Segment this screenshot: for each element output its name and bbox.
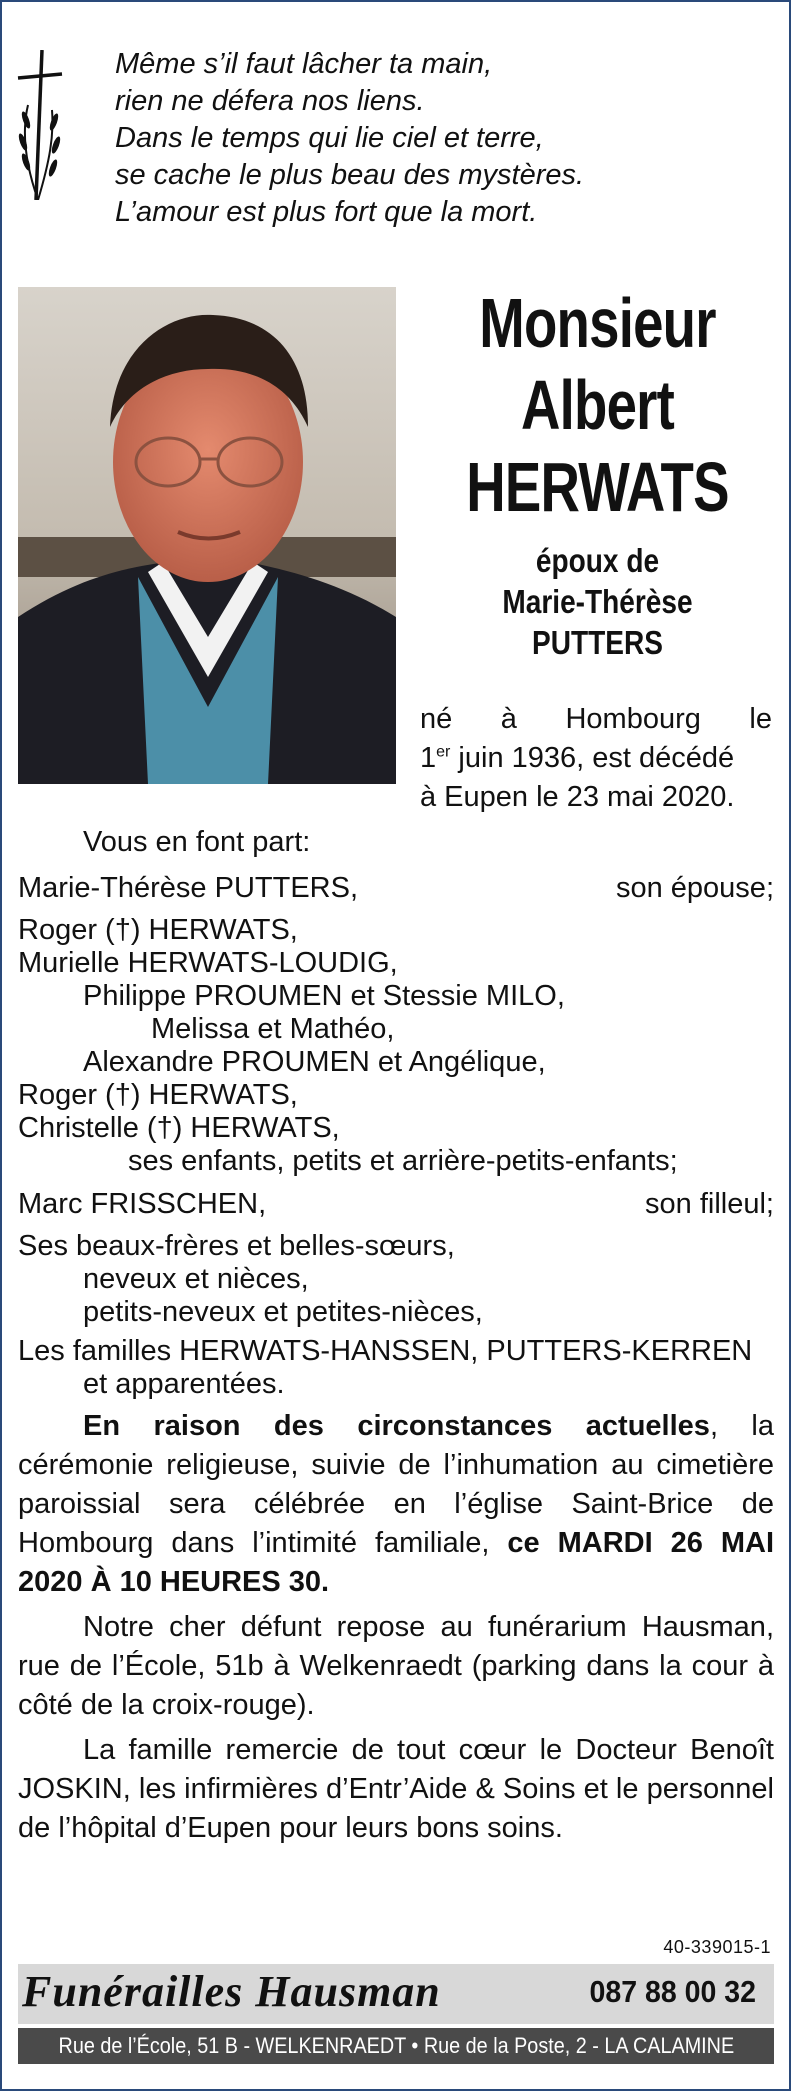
birth-day-suffix: er bbox=[436, 743, 451, 761]
godson-role: son filleul; bbox=[645, 1188, 774, 1220]
spouse-block bbox=[434, 540, 761, 663]
spouse-line: époux de bbox=[535, 542, 660, 579]
siblings-line: neveux et nièces, bbox=[83, 1263, 309, 1295]
poem-line: Même s’il faut lâcher ta main, bbox=[115, 48, 493, 80]
ceremony-text: , la cérémonie religieuse, suivie de l’inhumation au cimetière paroissial sera célébrée en l’église Saint-Brice de Hombourg dans l’intimité familiale, bbox=[18, 1410, 774, 1559]
child-line: Alexandre PROUMEN et Angélique, bbox=[83, 1046, 546, 1078]
birth-line-3: à Eupen le 23 mai 2020. bbox=[420, 781, 735, 813]
reference-number: 40-339015-1 bbox=[663, 1937, 771, 1957]
families-line: et apparentées. bbox=[83, 1368, 285, 1400]
rest-text: Notre cher défunt repose au funérarium Hausman, rue de l’École, 51b à Welkenraedt (parking dans la cour à côté de la croix-rouge). bbox=[18, 1611, 774, 1721]
deceased-name bbox=[447, 282, 747, 528]
birth-death-info bbox=[420, 700, 772, 817]
spouse-line: Marie-Thérèse bbox=[502, 583, 693, 620]
funeral-home-name: Funérailles Hausman bbox=[22, 1967, 441, 2016]
family-intro: Vous en font part: bbox=[83, 826, 311, 858]
ceremony-paragraph bbox=[18, 1407, 774, 1602]
footer-address: Rue de l’École, 51 B - WELKENRAEDT • Rue de la Poste, 2 - LA CALAMINE bbox=[58, 2033, 734, 2058]
godson-name: Marc FRISSCHEN, bbox=[18, 1188, 267, 1220]
child-line: Christelle (†) HERWATS, bbox=[18, 1112, 340, 1144]
poem-line: rien ne défera nos liens. bbox=[115, 85, 425, 117]
children-role: ses enfants, petits et arrière-petits-enfants; bbox=[128, 1145, 678, 1177]
child-line: Philippe PROUMEN et Stessie MILO, bbox=[83, 980, 565, 1012]
wife-role: son épouse; bbox=[615, 872, 774, 904]
spouse-line: PUTTERS bbox=[532, 624, 663, 661]
footer-address-bar bbox=[18, 2028, 774, 2064]
child-line: Roger (†) HERWATS, bbox=[18, 914, 298, 946]
phone-number: 087 88 00 32 bbox=[589, 1974, 756, 2009]
birth-word: né bbox=[420, 703, 453, 735]
birth-word: Hombourg bbox=[565, 703, 701, 735]
poem-line: L’amour est plus fort que la mort. bbox=[115, 196, 538, 228]
cross-with-wheat-icon bbox=[14, 50, 64, 200]
birth-word: à bbox=[500, 703, 517, 735]
birth-line-2: juin 1936, est décédé bbox=[450, 742, 735, 774]
child-line: Murielle HERWATS-LOUDIG, bbox=[18, 947, 398, 979]
deceased-title: Monsieur bbox=[479, 284, 716, 362]
godson-row bbox=[18, 1184, 774, 1224]
ceremony-bold-lead: En raison des circonstances actuelles bbox=[83, 1410, 710, 1442]
families-line: Les familles HERWATS-HANSSEN, PUTTERS-KERREN bbox=[18, 1335, 753, 1367]
thanks-paragraph bbox=[18, 1731, 774, 1848]
child-line: Roger (†) HERWATS, bbox=[18, 1079, 298, 1111]
wife-name: Marie-Thérèse PUTTERS, bbox=[18, 872, 359, 904]
wife-row bbox=[18, 868, 774, 908]
ceremony-date: ce MARDI 26 MAI 2020 À 10 HEURES 30. bbox=[18, 1527, 774, 1598]
poem-line: se cache le plus beau des mystères. bbox=[115, 159, 585, 191]
child-line: Melissa et Mathéo, bbox=[151, 1013, 395, 1045]
thanks-text: La famille remercie de tout cœur le Docteur Benoît JOSKIN, les infirmières d’Entr’Aide & Soins et le personnel de l’hôpital d’Eupen pour leurs bons soins. bbox=[18, 1734, 774, 1844]
deceased-last-name: HERWATS bbox=[466, 448, 729, 526]
portrait-photo bbox=[18, 287, 396, 784]
poem bbox=[115, 46, 735, 231]
notice-body bbox=[18, 822, 774, 1848]
deceased-first-name: Albert bbox=[520, 366, 675, 444]
siblings-line: Ses beaux-frères et belles-sœurs, bbox=[18, 1230, 455, 1262]
birth-day: 1 bbox=[420, 742, 437, 774]
siblings-line: petits-neveux et petites-nièces, bbox=[83, 1296, 483, 1328]
rest-paragraph bbox=[18, 1608, 774, 1725]
poem-line: Dans le temps qui lie ciel et terre, bbox=[115, 122, 544, 154]
birth-word: le bbox=[749, 703, 772, 735]
